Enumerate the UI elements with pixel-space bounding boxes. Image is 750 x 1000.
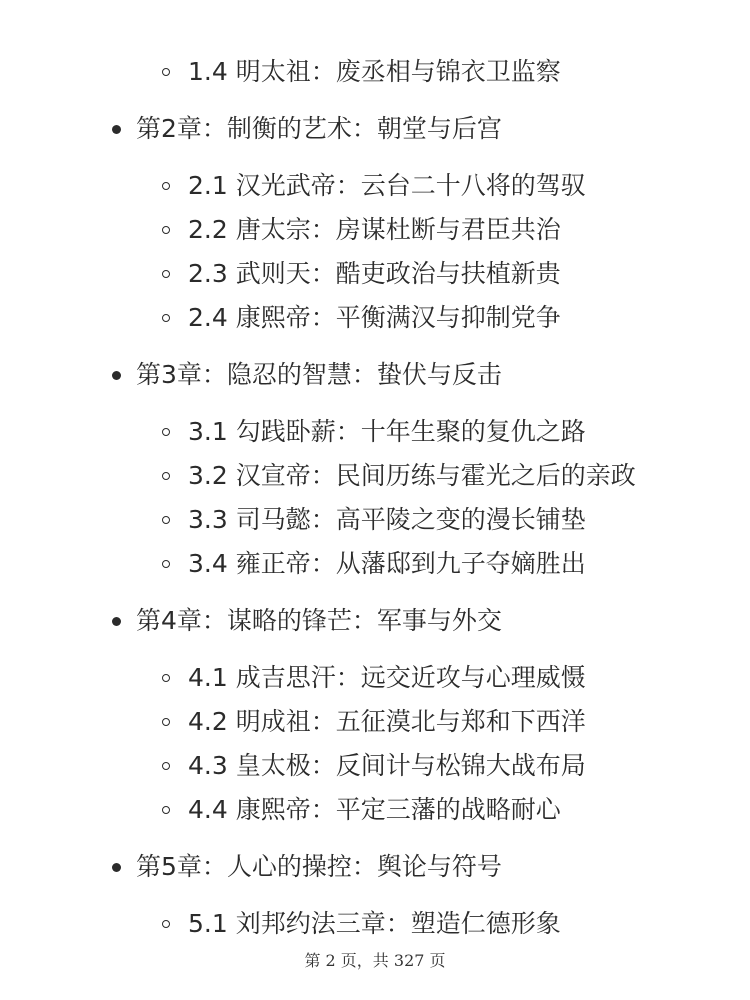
- filled-bullet-icon: [112, 863, 121, 872]
- toc-chapter-label: 第2章：制衡的艺术：朝堂与后宫: [136, 114, 502, 143]
- hollow-bullet-icon: [162, 920, 170, 928]
- hollow-bullet-icon: [162, 560, 170, 568]
- toc-section-label: 3.1 勾践卧薪：十年生聚的复仇之路: [188, 417, 586, 446]
- hollow-bullet-icon: [162, 314, 170, 322]
- filled-bullet-icon: [112, 371, 121, 380]
- toc-section-label: 3.2 汉宣帝：民间历练与霍光之后的亲政: [188, 461, 636, 490]
- toc-section-label: 3.4 雍正帝：从藩邸到九子夺嫡胜出: [188, 549, 586, 578]
- toc-section-label: 4.3 皇太极：反间计与松锦大战布局: [188, 751, 586, 780]
- hollow-bullet-icon: [162, 428, 170, 436]
- filled-bullet-icon: [112, 617, 121, 626]
- toc-chapter-label: 第3章：隐忍的智慧：蛰伏与反击: [136, 360, 502, 389]
- toc-section-label: 3.3 司马懿：高平陵之变的漫长铺垫: [188, 505, 586, 534]
- toc-section-label: 2.2 唐太宗：房谋杜断与君臣共治: [188, 215, 561, 244]
- toc-section-label: 4.4 康熙帝：平定三藩的战略耐心: [188, 795, 561, 824]
- toc-section-label: 2.1 汉光武帝：云台二十八将的驾驭: [188, 171, 586, 200]
- hollow-bullet-icon: [162, 472, 170, 480]
- hollow-bullet-icon: [162, 762, 170, 770]
- toc-section-label: 2.3 武则天：酷吏政治与扶植新贵: [188, 259, 561, 288]
- toc-section-label: 2.4 康熙帝：平衡满汉与抑制党争: [188, 303, 561, 332]
- toc-chapter-label: 第5章：人心的操控：舆论与符号: [136, 852, 502, 881]
- toc-section-label: 5.1 刘邦约法三章：塑造仁德形象: [188, 909, 561, 938]
- hollow-bullet-icon: [162, 674, 170, 682]
- toc-section-label: 4.2 明成祖：五征漠北与郑和下西洋: [188, 707, 586, 736]
- hollow-bullet-icon: [162, 182, 170, 190]
- hollow-bullet-icon: [162, 806, 170, 814]
- hollow-bullet-icon: [162, 270, 170, 278]
- toc-section-label: 4.1 成吉思汗：远交近攻与心理威慑: [188, 663, 586, 692]
- hollow-bullet-icon: [162, 516, 170, 524]
- hollow-bullet-icon: [162, 226, 170, 234]
- hollow-bullet-icon: [162, 68, 170, 76]
- filled-bullet-icon: [112, 125, 121, 134]
- page-number-footer: 第 2 页，共 327 页: [304, 951, 446, 970]
- toc-chapter-label: 第4章：谋略的锋芒：军事与外交: [136, 606, 502, 635]
- hollow-bullet-icon: [162, 718, 170, 726]
- toc-section-label: 1.4 明太祖：废丞相与锦衣卫监察: [188, 57, 561, 86]
